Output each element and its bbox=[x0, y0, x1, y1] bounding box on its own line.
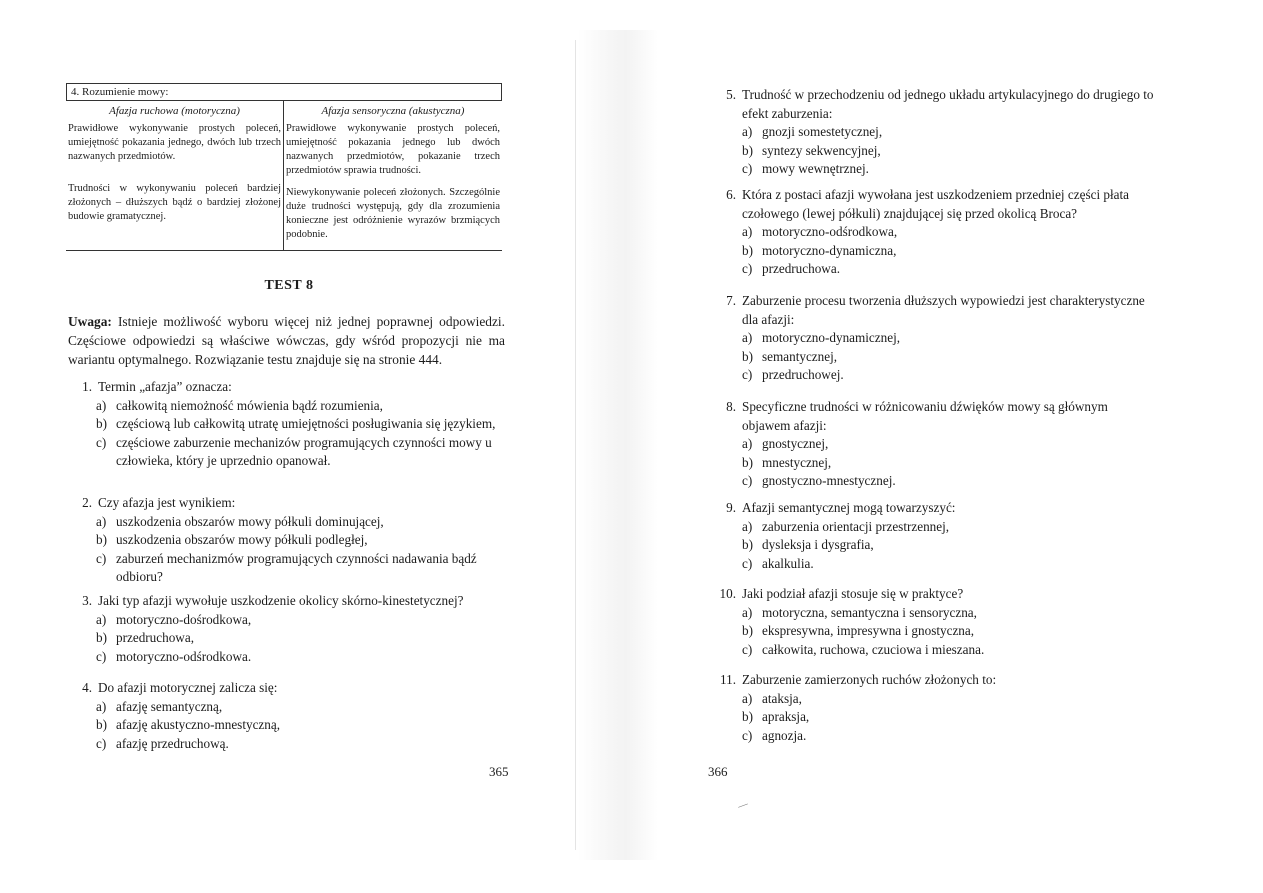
option-text: całkowitą niemożność mówienia bądź rozumienia, bbox=[116, 397, 383, 413]
option-letter: a) bbox=[742, 224, 753, 239]
option-letter: a) bbox=[96, 397, 107, 413]
option-text: mowy wewnętrznej. bbox=[762, 161, 869, 176]
answer-option bbox=[742, 123, 1156, 142]
question-stem: Czy afazja jest wynikiem: bbox=[98, 495, 236, 510]
option-letter: b) bbox=[742, 623, 753, 638]
answer-option bbox=[742, 260, 1156, 279]
answer-option bbox=[742, 690, 1156, 709]
option-text: motoryczno-odśrodkowa, bbox=[762, 224, 898, 239]
column-title: Afazja ruchowa (motoryczna) bbox=[109, 105, 240, 117]
option-letter: a) bbox=[96, 698, 107, 714]
question-stem: Która z postaci afazji wywołana jest uszkodzeniem przedniej części płata czołowego (lewej półkuli) znajdującej się przed okolicą Broca? bbox=[742, 187, 1130, 221]
answer-option bbox=[96, 513, 506, 532]
book-gutter bbox=[578, 30, 658, 860]
question-number: 10. bbox=[719, 586, 736, 601]
question-number: 3. bbox=[82, 593, 92, 608]
option-letter: b) bbox=[742, 709, 753, 724]
option-letter: c) bbox=[96, 434, 107, 450]
answer-option bbox=[742, 348, 1156, 367]
option-letter: b) bbox=[96, 416, 107, 431]
question-number: 8. bbox=[726, 399, 736, 414]
option-text: akalkulia. bbox=[762, 555, 814, 571]
option-text: zaburzenia orientacji przestrzennej, bbox=[762, 518, 950, 534]
option-text: dysleksja i dysgrafia, bbox=[762, 537, 874, 552]
question-stem: Zaburzenie zamierzonych ruchów złożonych to: bbox=[742, 672, 997, 687]
answer-option bbox=[96, 531, 506, 550]
answer-option bbox=[96, 716, 506, 735]
question-number: 9. bbox=[726, 500, 736, 515]
question-stem: Specyficzne trudności w różnicowaniu dźwięków mowy są głównym objawem afazji: bbox=[742, 399, 1108, 433]
answer-option bbox=[742, 555, 1156, 574]
question-1 bbox=[74, 378, 506, 471]
answer-option bbox=[742, 435, 1156, 454]
option-letter: c) bbox=[742, 161, 753, 176]
note-label: Uwaga: bbox=[68, 314, 112, 329]
table-cell: Prawidłowe wykonywanie prostych poleceń, umiejętność pokazania jednego lub dwóch nazwanych przedmiotów, pokazanie trzech przedmiotów sprawia trudności. bbox=[286, 123, 500, 176]
question-3 bbox=[74, 592, 506, 666]
option-text: motoryczno-dynamiczna, bbox=[762, 242, 897, 258]
question-stem: Termin „afazja” oznacza: bbox=[98, 379, 232, 394]
option-text: przedruchowej. bbox=[762, 367, 844, 382]
question-number: 6. bbox=[726, 187, 736, 202]
page-number: 366 bbox=[708, 764, 728, 779]
question-stem: Trudność w przechodzeniu od jednego układu artykulacyjnego do drugiego to efekt zaburzenia: bbox=[742, 87, 1154, 121]
option-text: afazję przedruchową. bbox=[116, 735, 229, 751]
option-text: gnostyczno-mnestycznej. bbox=[762, 473, 896, 488]
answer-option bbox=[742, 622, 1156, 641]
option-letter: c) bbox=[96, 648, 107, 664]
answer-option bbox=[742, 472, 1156, 491]
question-10 bbox=[708, 585, 1156, 659]
note-paragraph bbox=[68, 312, 505, 369]
option-text: apraksja, bbox=[762, 709, 810, 724]
option-letter: a) bbox=[96, 513, 107, 529]
table-column-motor bbox=[66, 101, 284, 250]
answer-option bbox=[742, 223, 1156, 242]
option-text: semantycznej, bbox=[762, 348, 838, 364]
answer-option bbox=[96, 611, 506, 630]
pencil-mark: — bbox=[736, 798, 750, 813]
table-header: 4. Rozumienie mowy: bbox=[66, 83, 502, 101]
option-text: przedruchowa. bbox=[762, 261, 840, 276]
note-text: Istnieje możliwość wyboru więcej niż jednej poprawnej odpowiedzi. Częściowe odpowiedzi są właściwe wówczas, gdy wśród propozycji nie ma wariantu optymalnego. Rozwiązanie testu znajduje się na stronie 444. bbox=[68, 314, 505, 367]
option-letter: c) bbox=[742, 641, 753, 657]
question-number: 7. bbox=[726, 293, 736, 308]
option-text: całkowita, ruchowa, czuciowa i mieszana. bbox=[762, 641, 985, 657]
table-cell: Niewykonywanie poleceń złożonych. Szczególnie duże trudności występują, gdy dla zrozumienia konieczne jest odróżnienie wyrazów brzmiących podobnie. bbox=[286, 187, 500, 240]
option-text: gnostycznej, bbox=[762, 436, 829, 451]
answer-option bbox=[742, 536, 1156, 555]
question-stem: Do afazji motorycznej zalicza się: bbox=[98, 680, 278, 695]
option-text: motoryczna, semantyczna i sensoryczna, bbox=[762, 604, 977, 620]
answer-option bbox=[742, 727, 1156, 746]
answer-option bbox=[742, 160, 1156, 179]
question-stem: Jaki podział afazji stosuje się w praktyce? bbox=[742, 586, 964, 601]
table-body bbox=[66, 101, 502, 251]
question-2 bbox=[74, 494, 506, 587]
option-letter: a) bbox=[742, 604, 753, 620]
answer-option bbox=[96, 648, 506, 667]
option-text: uszkodzenia obszarów mowy półkuli podległej, bbox=[116, 532, 368, 547]
test-title: TEST 8 bbox=[264, 278, 314, 293]
question-stem: Jaki typ afazji wywołuje uszkodzenie okolicy skórno-kinestetycznej? bbox=[98, 593, 464, 608]
option-text: mnestycznej, bbox=[762, 454, 832, 470]
question-number: 2. bbox=[82, 495, 92, 510]
question-stem: Afazji semantycznej mogą towarzyszyć: bbox=[742, 500, 956, 515]
option-text: zaburzeń mechanizmów programujących czynności nadawania bądź odbioru? bbox=[116, 550, 477, 584]
option-text: częściową lub całkowitą utratę umiejętności posługiwania się językiem, bbox=[116, 416, 496, 431]
question-6 bbox=[716, 186, 1156, 279]
question-8 bbox=[716, 398, 1156, 491]
question-number: 5. bbox=[726, 87, 736, 102]
option-letter: c) bbox=[742, 555, 753, 571]
answer-option bbox=[742, 641, 1156, 660]
option-letter: a) bbox=[742, 124, 753, 139]
answer-option bbox=[96, 415, 506, 434]
answer-option bbox=[96, 550, 506, 587]
option-text: motoryczno-dośrodkowa, bbox=[116, 611, 252, 627]
option-text: motoryczno-dynamicznej, bbox=[762, 330, 901, 345]
answer-option bbox=[742, 604, 1156, 623]
option-letter: c) bbox=[96, 735, 107, 751]
question-stem: Zaburzenie procesu tworzenia dłuższych wypowiedzi jest charakterystyczne dla afazji: bbox=[742, 293, 1145, 327]
option-text: motoryczno-odśrodkowa. bbox=[116, 648, 252, 664]
answer-option bbox=[742, 454, 1156, 473]
option-letter: b) bbox=[742, 242, 753, 258]
table-column-sensory bbox=[284, 101, 502, 250]
page-edge bbox=[575, 40, 576, 850]
option-text: ataksja, bbox=[762, 690, 802, 706]
option-letter: b) bbox=[96, 717, 107, 732]
answer-option bbox=[742, 518, 1156, 537]
answer-option bbox=[742, 242, 1156, 261]
answer-option bbox=[742, 142, 1156, 161]
option-letter: c) bbox=[96, 550, 107, 566]
answer-option bbox=[96, 629, 506, 648]
option-text: ekspresywna, impresywna i gnostyczna, bbox=[762, 623, 975, 638]
option-letter: a) bbox=[742, 518, 753, 534]
option-letter: a) bbox=[742, 436, 753, 451]
option-text: częściowe zaburzenie mechanizów programujących czynności mowy u człowieka, który je uprzednio opanował. bbox=[116, 434, 492, 468]
option-text: uszkodzenia obszarów mowy półkuli dominującej, bbox=[116, 513, 384, 529]
answer-option bbox=[96, 397, 506, 416]
option-text: gnozji somestetycznej, bbox=[762, 124, 883, 139]
table-cell: Prawidłowe wykonywanie prostych poleceń, umiejętność pokazania jednego, dwóch lub trzech nazwanych przedmiotów. bbox=[68, 123, 281, 162]
option-letter: a) bbox=[96, 611, 107, 627]
question-number: 11. bbox=[720, 672, 736, 687]
answer-option bbox=[742, 708, 1156, 727]
option-text: syntezy sekwencyjnej, bbox=[762, 142, 881, 158]
option-text: afazję semantyczną, bbox=[116, 698, 223, 714]
option-text: przedruchowa, bbox=[116, 630, 194, 645]
answer-option bbox=[96, 698, 506, 717]
question-number: 1. bbox=[82, 379, 92, 394]
question-5 bbox=[716, 86, 1156, 179]
option-letter: c) bbox=[742, 727, 753, 743]
option-letter: c) bbox=[742, 473, 753, 488]
answer-option bbox=[96, 434, 506, 471]
option-letter: c) bbox=[742, 367, 753, 382]
option-text: agnozja. bbox=[762, 727, 807, 743]
answer-option bbox=[96, 735, 506, 754]
option-letter: a) bbox=[742, 690, 753, 706]
answer-option bbox=[742, 329, 1156, 348]
option-letter: b) bbox=[96, 532, 107, 547]
comparison-table bbox=[66, 83, 502, 251]
option-letter: b) bbox=[742, 142, 753, 158]
option-letter: b) bbox=[742, 537, 753, 552]
table-cell: Trudności w wykonywaniu poleceń bardziej złożonych – dłuższych bądź o bardziej złożonej budowie gramatycznej. bbox=[68, 183, 281, 222]
page-number: 365 bbox=[489, 764, 509, 779]
question-number: 4. bbox=[82, 680, 92, 695]
option-letter: a) bbox=[742, 330, 753, 345]
option-letter: c) bbox=[742, 261, 753, 276]
option-letter: b) bbox=[742, 454, 753, 470]
question-7 bbox=[716, 292, 1156, 385]
option-text: afazję akustyczno-mnestyczną, bbox=[116, 717, 281, 732]
answer-option bbox=[742, 366, 1156, 385]
question-11 bbox=[708, 671, 1156, 745]
question-9 bbox=[716, 499, 1156, 573]
question-4 bbox=[74, 679, 506, 753]
column-title: Afazja sensoryczna (akustyczna) bbox=[321, 105, 465, 117]
option-letter: b) bbox=[96, 630, 107, 645]
option-letter: b) bbox=[742, 348, 753, 364]
